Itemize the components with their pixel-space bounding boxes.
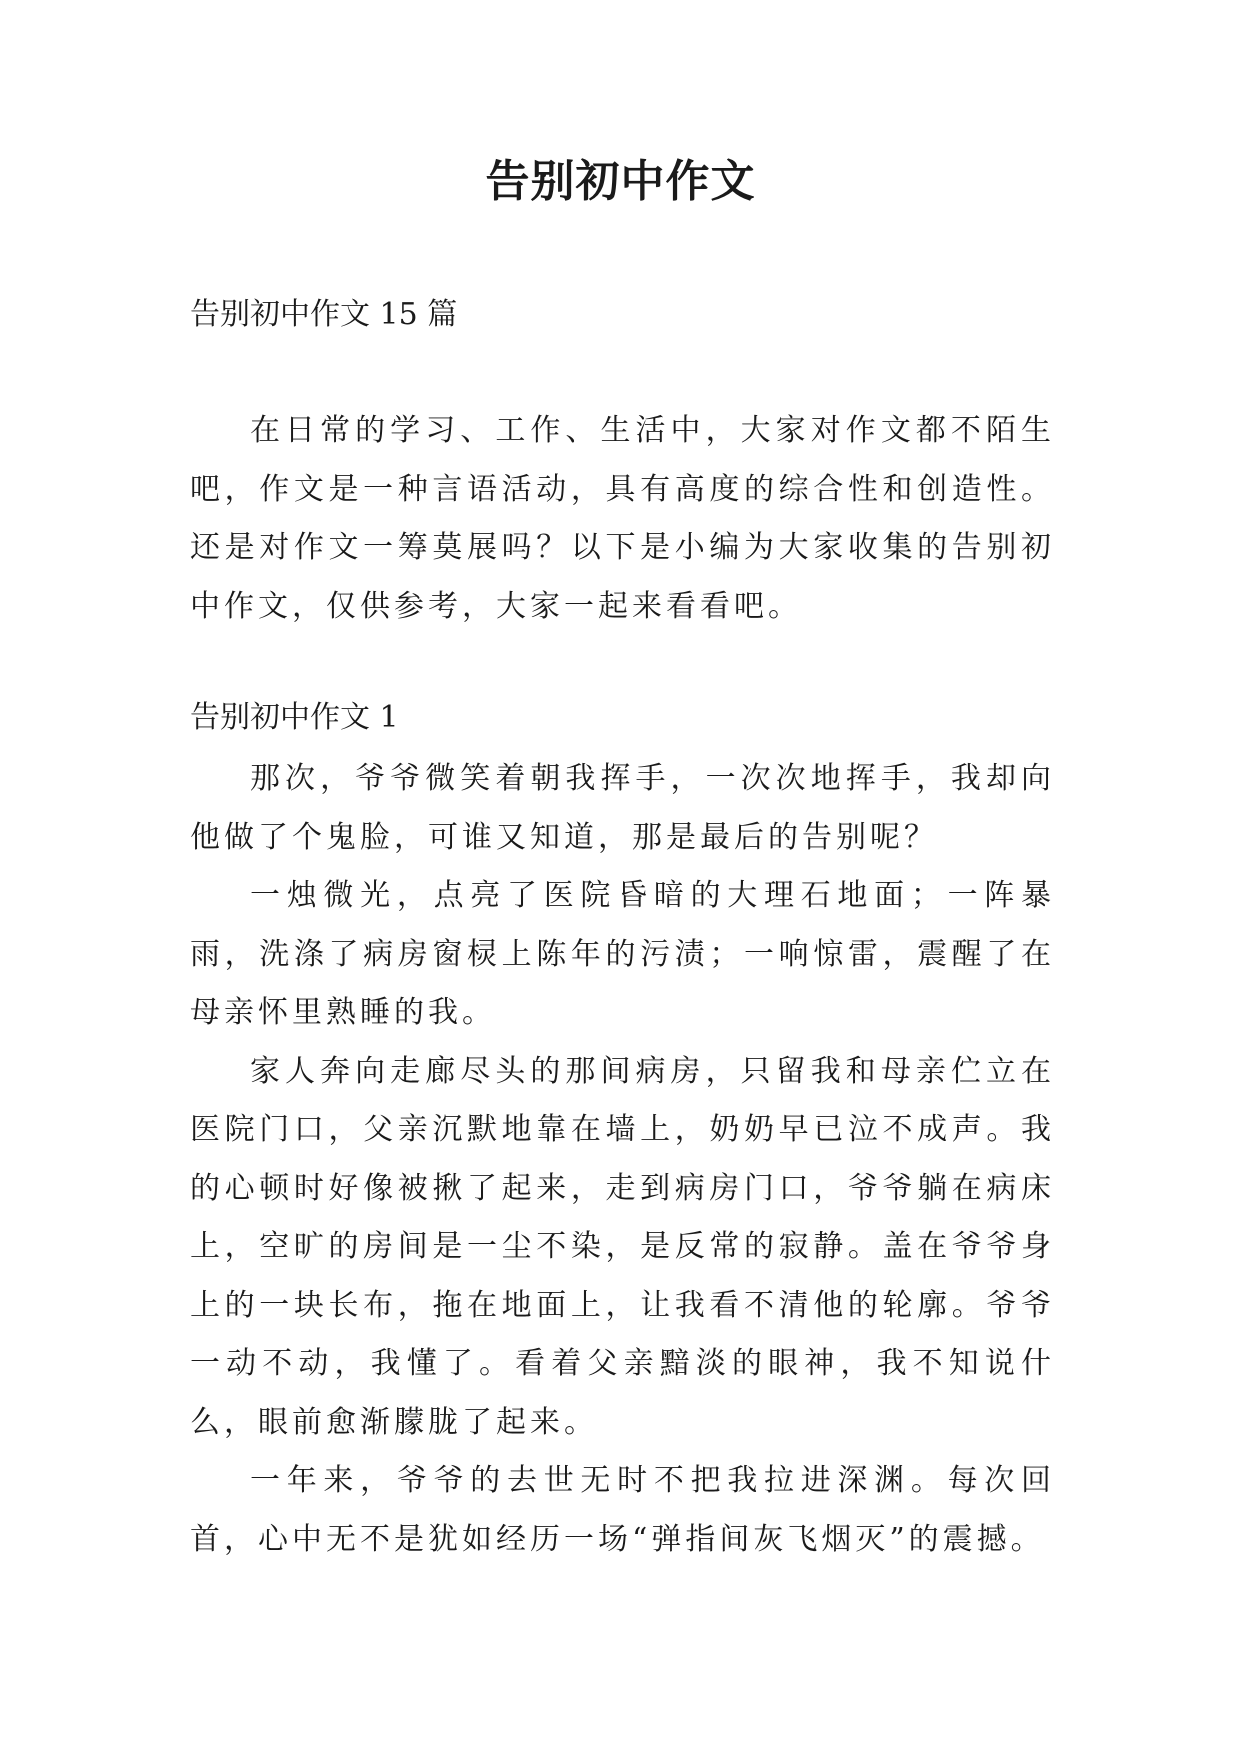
essay-paragraph-2: 一烛微光，点亮了医院昏暗的大理石地面；一阵暴雨，洗涤了病房窗棂上陈年的污渍；一响惊雷，震醒了在母亲怀里熟睡的我。 [190,878,1055,1030]
essay-paragraph-1: 那次，爷爷微笑着朝我挥手，一次次地挥手，我却向他做了个鬼脸，可谁又知道，那是最后的告别呢？ [190,761,1055,855]
document-title: 告别初中作文 [485,156,756,207]
section-heading: 告别初中作文 1 [190,700,399,735]
essay-paragraph-4: 一年来，爷爷的去世无时不把我拉进深渊。每次回首，心中无不是犹如经历一场“弹指间灰飞烟灭”的震撼。 [190,1463,1055,1557]
essay-paragraph-3: 家人奔向走廊尽头的那间病房，只留我和母亲伫立在医院门口，父亲沉默地靠在墙上，奶奶早已泣不成声。我的心顿时好像被揪了起来，走到病房门口，爷爷躺在病床上，空旷的房间是一尘不染，是反常的寂静。盖在爷爷身上的一块长布，拖在地面上，让我看不清他的轮廓。爷爷一动不动，我懂了。看着父亲黯淡的眼神，我不知说什么，眼前愈渐朦胧了起来。 [190,1053,1055,1440]
essay-body [190,750,1055,1569]
intro-paragraph: 在日常的学习、工作、生活中，大家对作文都不陌生吧，作文是一种言语活动，具有高度的综合性和创造性。还是对作文一筹莫展吗？以下是小编为大家收集的告别初中作文，仅供参考，大家一起来看看吧。 [190,413,1055,624]
document-subtitle: 告别初中作文 15 篇 [190,297,458,332]
